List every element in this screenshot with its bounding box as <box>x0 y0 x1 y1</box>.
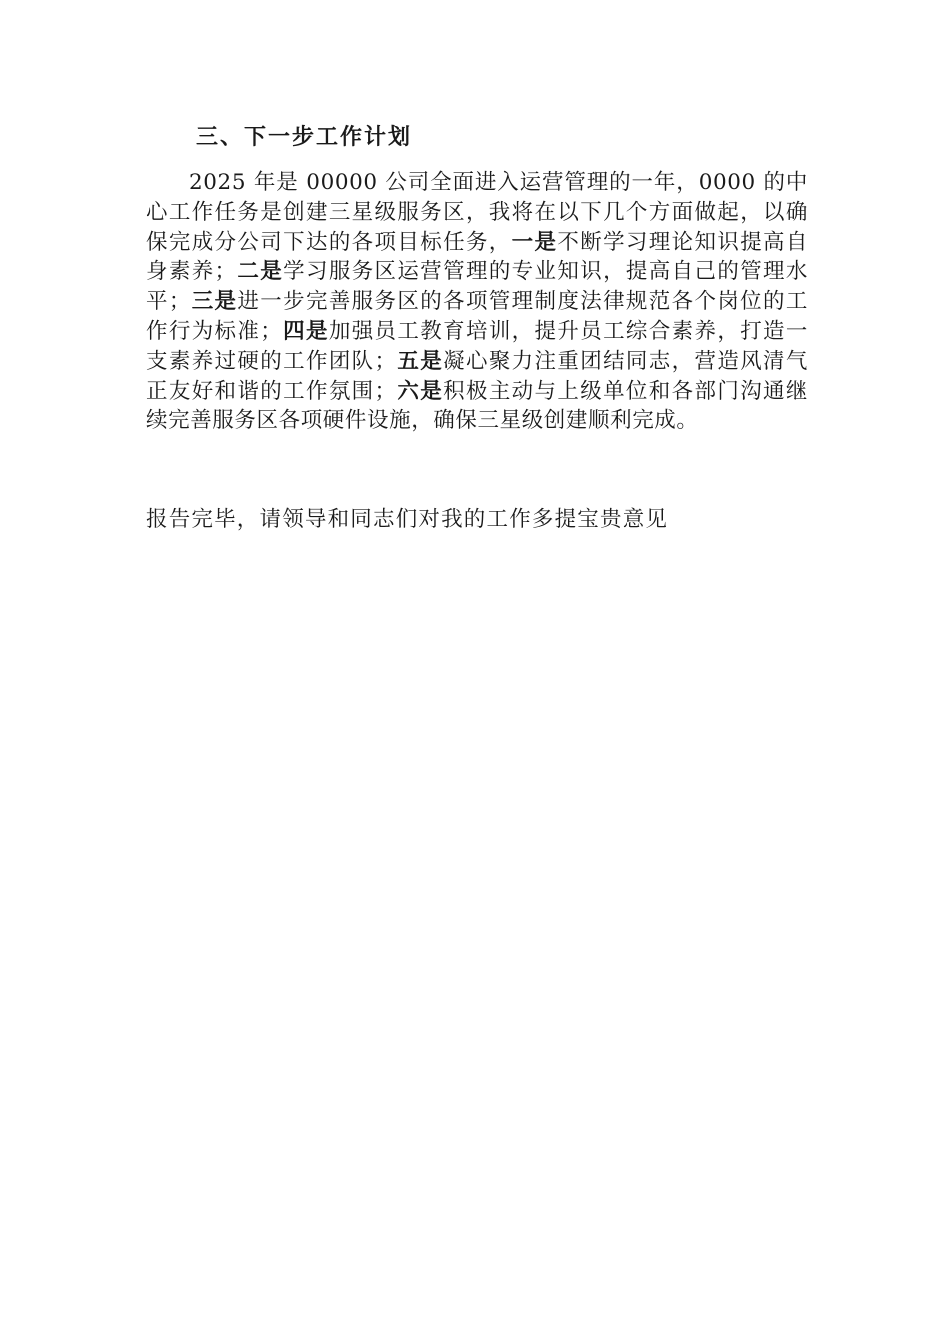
work-plan-paragraph <box>146 168 808 436</box>
closing-remark: 报告完毕，请领导和同志们对我的工作多提宝贵意见 <box>146 507 669 532</box>
item-marker-5: 五是 <box>396 348 444 374</box>
item-marker-1: 一是 <box>511 229 558 255</box>
item-marker-4: 四是 <box>282 318 329 344</box>
item-marker-3: 三是 <box>190 289 238 315</box>
item-text-3: 进一步完善服务区的各项管理制度法律规范各个岗位的工作行为标准； <box>146 289 808 344</box>
item-text-4: 加强员工教育培训，提升员工综合素养，打造一支素养过硬的工作团队； <box>146 318 809 374</box>
paragraph-intro: 2025 年是 00000 公司全面进入运营管理的一年，0000 的中心工作任务是创建三星级服务区，我将在以下几个方面做起，以确保完成分公司下达的各项目标任务， <box>146 170 808 255</box>
item-marker-2: 二是 <box>236 259 284 285</box>
item-text-5: 凝心聚力注重团结同志，营造风清气正友好和谐的工作氛围； <box>146 348 809 404</box>
item-text-2: 学习服务区运营管理的专业知识，提高自己的管理水平； <box>146 259 809 315</box>
item-marker-6: 六是 <box>396 378 444 404</box>
item-text-6: 积极主动与上级单位和各部门沟通继续完善服务区各项硬件设施，确保三星级创建顺利完成。 <box>146 378 809 434</box>
section-heading: 三、下一步工作计划 <box>196 124 413 150</box>
item-text-1: 不断学习理论知识提高自身素养； <box>146 229 809 285</box>
